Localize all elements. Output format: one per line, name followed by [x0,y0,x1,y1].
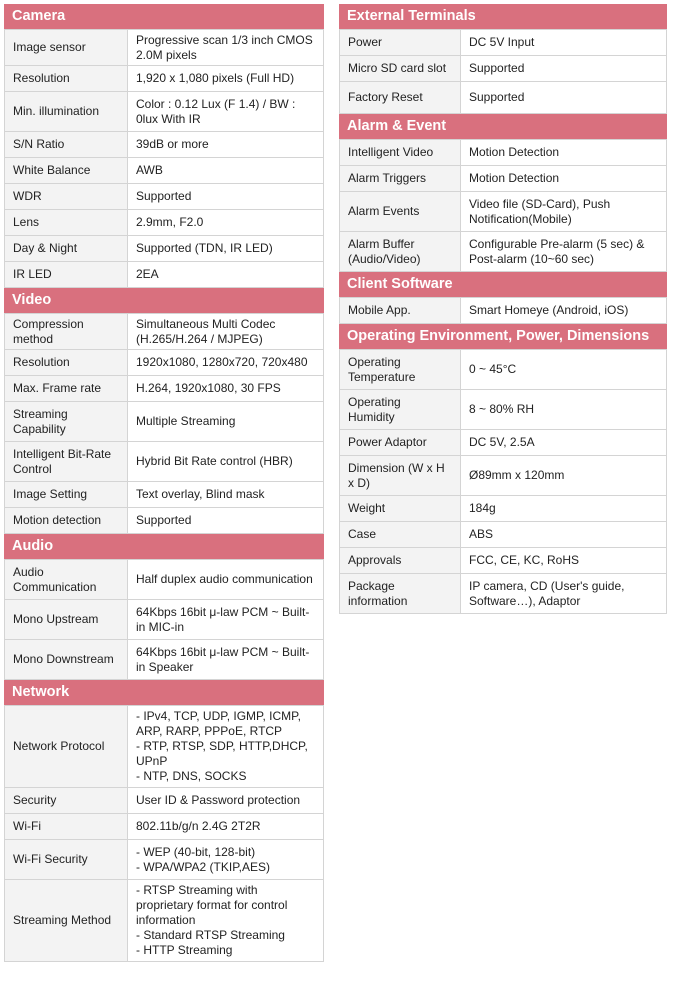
spec-row [340,56,667,82]
spec-label: Max. Frame rate [5,376,128,402]
spec-value: Hybrid Bit Rate control (HBR) [128,442,324,482]
spec-label: Case [340,522,461,548]
spec-row [5,508,324,534]
spec-value: H.264, 1920x1080, 30 FPS [128,376,324,402]
section-header: Camera [4,4,324,29]
spec-row [5,706,324,788]
spec-value: Ø89mm x 120mm [461,456,667,496]
spec-value: - WEP (40-bit, 128-bit) - WPA/WPA2 (TKIP,AES) [128,840,324,880]
spec-row [5,402,324,442]
spec-row [5,376,324,402]
spec-label: Wi-Fi [5,814,128,840]
spec-value: Supported (TDN, IR LED) [128,236,324,262]
spec-row [5,132,324,158]
spec-value: Progressive scan 1/3 inch CMOS 2.0M pixels [128,30,324,66]
spec-value: Supported [128,508,324,534]
spec-table [339,349,667,614]
spec-row [340,232,667,272]
spec-label: Alarm Events [340,192,461,232]
spec-label: Weight [340,496,461,522]
spec-label: Lens [5,210,128,236]
section-header: Audio [4,534,324,559]
spec-row [340,82,667,114]
spec-row [5,92,324,132]
spec-value: IP camera, CD (User's guide, Software…), Adaptor [461,574,667,614]
spec-row [5,236,324,262]
spec-row [340,166,667,192]
spec-section-operating-environment-power-dimensions [339,324,667,614]
spec-value: - RTSP Streaming with proprietary format for control information - Standard RTSP Streaming - HTTP Streaming [128,880,324,962]
spec-section-external-terminals [339,4,667,114]
spec-value: 64Kbps 16bit μ-law PCM ~ Built- in MIC-in [128,600,324,640]
spec-value: 0 ~ 45°C [461,350,667,390]
spec-label: Security [5,788,128,814]
spec-row [5,482,324,508]
right-spec-column [339,4,667,614]
spec-section-video [4,288,324,534]
spec-value: Simultaneous Multi Codec (H.265/H.264 / MJPEG) [128,314,324,350]
spec-row [5,814,324,840]
spec-value: FCC, CE, KC, RoHS [461,548,667,574]
spec-row [5,210,324,236]
spec-section-camera [4,4,324,288]
spec-row [5,30,324,66]
spec-row [5,262,324,288]
section-header: Operating Environment, Power, Dimensions [339,324,667,349]
spec-value: Motion Detection [461,140,667,166]
spec-value: 39dB or more [128,132,324,158]
spec-row [340,140,667,166]
spec-value: User ID & Password protection [128,788,324,814]
spec-label: Resolution [5,350,128,376]
spec-row [5,640,324,680]
spec-label: S/N Ratio [5,132,128,158]
spec-table [4,705,324,962]
spec-label: Package information [340,574,461,614]
spec-label: Intelligent Bit-Rate Control [5,442,128,482]
spec-value: DC 5V, 2.5A [461,430,667,456]
spec-row [340,548,667,574]
spec-row [5,788,324,814]
spec-value: Color : 0.12 Lux (F 1.4) / BW : 0lux With IR [128,92,324,132]
spec-section-alarm-event [339,114,667,272]
spec-label: Power [340,30,461,56]
spec-row [340,574,667,614]
spec-label: Day & Night [5,236,128,262]
spec-row [5,442,324,482]
spec-value: 802.11b/g/n 2.4G 2T2R [128,814,324,840]
spec-label: Alarm Buffer (Audio/Video) [340,232,461,272]
spec-value: 64Kbps 16bit μ-law PCM ~ Built- in Speaker [128,640,324,680]
spec-label: Factory Reset [340,82,461,114]
spec-value: ABS [461,522,667,548]
spec-label: Dimension (W x H x D) [340,456,461,496]
spec-label: Micro SD card slot [340,56,461,82]
spec-label: Intelligent Video [340,140,461,166]
spec-row [340,522,667,548]
spec-label: Image sensor [5,30,128,66]
spec-table [4,559,324,680]
spec-row [340,496,667,522]
spec-value: 1920x1080, 1280x720, 720x480 [128,350,324,376]
section-header: External Terminals [339,4,667,29]
spec-table [4,29,324,288]
section-header: Client Software [339,272,667,297]
spec-table [339,29,667,114]
spec-row [340,456,667,496]
spec-row [5,840,324,880]
spec-row [5,880,324,962]
spec-row [5,184,324,210]
spec-section-client-software [339,272,667,324]
spec-row [340,430,667,456]
left-spec-column [4,4,324,962]
spec-row [340,350,667,390]
spec-value: Video file (SD-Card), Push Notification(Mobile) [461,192,667,232]
spec-label: Approvals [340,548,461,574]
spec-value: Motion Detection [461,166,667,192]
spec-label: Image Setting [5,482,128,508]
spec-value: Smart Homeye (Android, iOS) [461,298,667,324]
spec-value: - IPv4, TCP, UDP, IGMP, ICMP, ARP, RARP, PPPoE, RTCP - RTP, RTSP, SDP, HTTP,DHCP, UPnP - NTP, DNS, SOCKS [128,706,324,788]
spec-label: Streaming Capability [5,402,128,442]
spec-value: Multiple Streaming [128,402,324,442]
spec-label: IR LED [5,262,128,288]
spec-label: Resolution [5,66,128,92]
spec-label: WDR [5,184,128,210]
spec-label: Audio Communication [5,560,128,600]
spec-value: Text overlay, Blind mask [128,482,324,508]
spec-section-audio [4,534,324,680]
section-header: Video [4,288,324,313]
spec-label: Min. illumination [5,92,128,132]
spec-label: Streaming Method [5,880,128,962]
spec-row [340,30,667,56]
spec-label: Wi-Fi Security [5,840,128,880]
spec-table [339,139,667,272]
spec-label: Mono Upstream [5,600,128,640]
spec-label: Alarm Triggers [340,166,461,192]
spec-row [340,192,667,232]
spec-row [5,314,324,350]
spec-section-network [4,680,324,962]
spec-row [5,66,324,92]
spec-label: Motion detection [5,508,128,534]
spec-row [5,560,324,600]
spec-value: Configurable Pre-alarm (5 sec) & Post-alarm (10~60 sec) [461,232,667,272]
spec-label: Power Adaptor [340,430,461,456]
spec-label: Network Protocol [5,706,128,788]
spec-row [340,298,667,324]
spec-label: Compression method [5,314,128,350]
spec-value: 8 ~ 80% RH [461,390,667,430]
spec-value: 2.9mm, F2.0 [128,210,324,236]
spec-label: Operating Temperature [340,350,461,390]
spec-value: 2EA [128,262,324,288]
spec-label: Mobile App. [340,298,461,324]
spec-row [5,600,324,640]
spec-value: 1,920 x 1,080 pixels (Full HD) [128,66,324,92]
spec-table [4,313,324,534]
spec-value: 184g [461,496,667,522]
spec-value: AWB [128,158,324,184]
section-header: Alarm & Event [339,114,667,139]
spec-label: White Balance [5,158,128,184]
spec-row [5,350,324,376]
spec-value: Supported [128,184,324,210]
spec-value: Supported [461,82,667,114]
spec-row [340,390,667,430]
spec-table [339,297,667,324]
spec-label: Operating Humidity [340,390,461,430]
spec-row [5,158,324,184]
section-header: Network [4,680,324,705]
spec-label: Mono Downstream [5,640,128,680]
spec-value: Half duplex audio communication [128,560,324,600]
spec-value: DC 5V Input [461,30,667,56]
spec-value: Supported [461,56,667,82]
